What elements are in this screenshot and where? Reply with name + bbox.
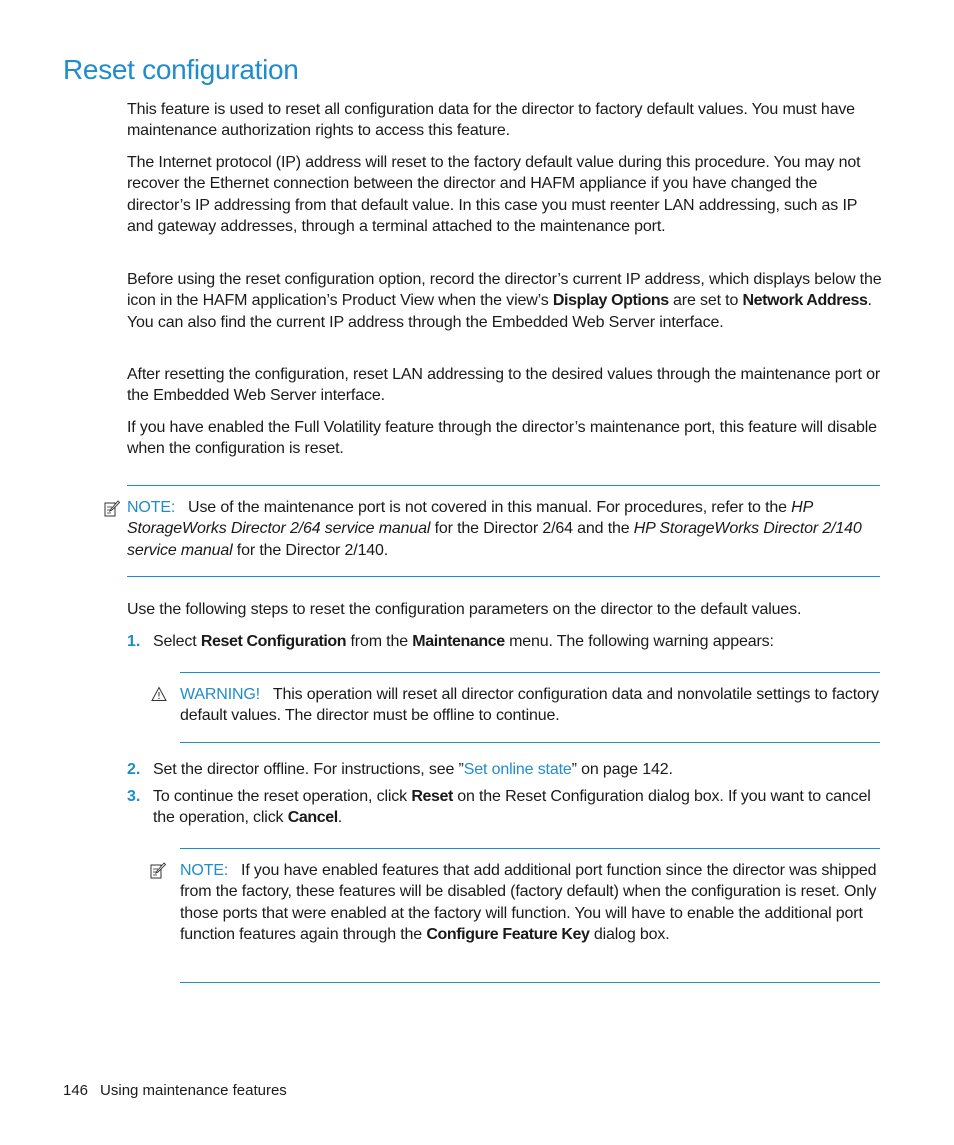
step-set-offline <box>153 759 878 780</box>
warning-triangle-icon <box>151 686 167 702</box>
ui-term-cancel: Cancel <box>287 809 338 827</box>
text-segment: on the Reset Configuration dialog box. If you want to cancel the operation, click <box>153 788 871 827</box>
ui-term-reset-configuration: Reset Configuration <box>200 633 347 650</box>
note-pencil-icon <box>150 862 166 880</box>
warning-top-divider <box>180 672 880 673</box>
manual-title: HP StorageWorks Director 2/140 service manual <box>127 520 862 559</box>
text-segment: Before using the reset configuration option, record the director’s current IP address, which displays below the icon in the HAFM application’s Product View when the view’s <box>127 271 882 310</box>
page-title: Reset configuration <box>63 54 299 85</box>
paragraph-full-volatility: If you have enabled the Full Volatility feature through the director’s maintenance port, this feature will disable when the configuration is reset. <box>127 419 877 458</box>
footer-section-title: Using maintenance features <box>100 1082 287 1099</box>
text-segment: for the Director 2/64 and the <box>430 520 634 538</box>
ui-term-maintenance: Maintenance <box>412 633 505 650</box>
step-number: 1. <box>127 633 141 650</box>
note-maintenance-port <box>127 497 877 561</box>
text-segment: Select <box>153 633 201 650</box>
text-segment: are set to <box>668 292 743 310</box>
paragraph-after-reset: After resetting the configuration, reset LAN addressing to the desired values through the maintenance port or the Embedded Web Server interface. <box>127 366 880 405</box>
text-segment: for the Director 2/140. <box>232 541 389 559</box>
paragraph-intro: This feature is used to reset all configuration data for the director to factory default values. You must have maintenance authorization rights to access this feature. <box>127 101 855 140</box>
ui-term-display-options: Display Options <box>552 292 669 310</box>
paragraph-steps-intro: Use the following steps to reset the configuration parameters on the director to the default values. <box>127 601 802 618</box>
note-label: NOTE: <box>127 499 176 516</box>
text-segment: ” on page 142. <box>571 761 673 778</box>
note-bottom-divider <box>127 576 880 577</box>
text-segment: To continue the reset operation, click <box>153 788 412 805</box>
warning-label: WARNING! <box>180 686 260 703</box>
note-top-divider <box>127 485 880 486</box>
note2-bottom-divider <box>180 982 880 983</box>
note-port-features <box>180 860 880 946</box>
note-label: NOTE: <box>180 862 229 879</box>
step-number: 3. <box>127 788 141 805</box>
text-segment: . <box>337 809 343 827</box>
text-segment: This operation will reset all director configuration data and nonvolatile settings to factory default values. The director must be offline to continue. <box>180 686 879 725</box>
note-pencil-icon <box>104 500 120 518</box>
warning-bottom-divider <box>180 742 880 743</box>
ui-term-reset: Reset <box>411 788 453 805</box>
paragraph-record-ip <box>127 269 882 333</box>
text-segment: from the <box>346 633 413 650</box>
text-segment: Use of the maintenance port is not covered in this manual. For procedures, refer to the <box>188 499 792 516</box>
step-continue-reset <box>153 786 878 829</box>
note2-top-divider <box>180 848 880 849</box>
ui-term-configure-feature-key: Configure Feature Key <box>426 926 590 944</box>
text-segment: menu. The following warning appears: <box>504 633 774 650</box>
page-number: 146 <box>63 1082 89 1099</box>
manual-title: HP StorageWorks Director 2/64 service manual <box>127 499 813 538</box>
warning-message <box>180 684 880 727</box>
text-segment: . You can also find the current IP address through the Embedded Web Server interface. <box>127 292 872 331</box>
text-segment: Set the director offline. For instructions, see ” <box>153 761 464 778</box>
text-segment: If you have enabled features that add additional port function since the director was shipped from the factory, these features will be disabled (factory default) when the configuration is reset. Only those ports that were enabled at the factory will function. You will have to enable the additional port function features again through the <box>180 862 877 944</box>
text-segment: dialog box. <box>589 926 670 944</box>
step-number: 2. <box>127 761 141 778</box>
ui-term-network-address: Network Address <box>742 292 868 310</box>
page-footer <box>63 1082 287 1099</box>
paragraph-ip-reset: The Internet protocol (IP) address will reset to the factory default value during this procedure. You may not recover the Ethernet connection between the director and HAFM appliance if you have changed the director’s IP addressing from that default value. In this case you must reenter LAN addressing, such as IP and gateway addresses, through a terminal attached to the maintenance port. <box>127 154 861 236</box>
set-online-state-link[interactable]: Set online state <box>463 761 572 778</box>
step-select-reset <box>153 631 878 652</box>
